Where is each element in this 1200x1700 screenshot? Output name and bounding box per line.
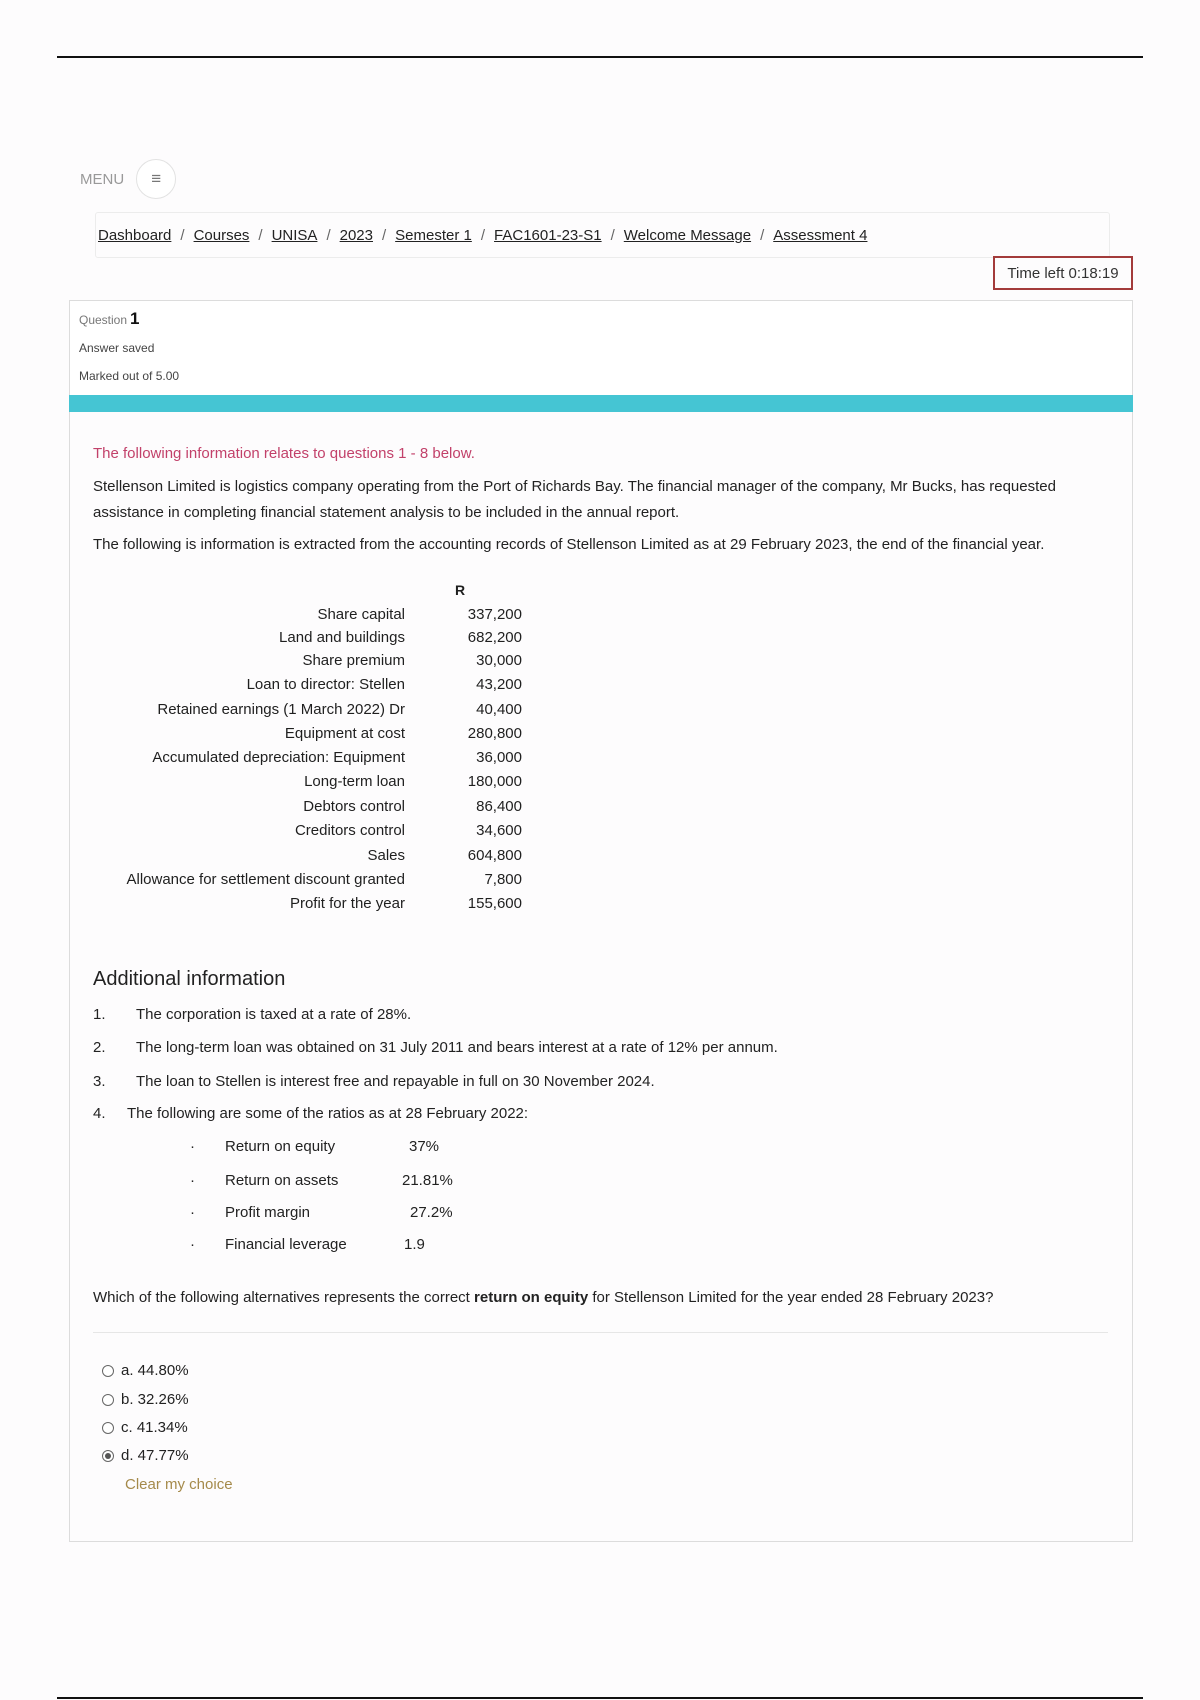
row-label: Creditors control <box>294 822 405 839</box>
row-label: Equipment at cost <box>284 725 405 742</box>
radio-c[interactable] <box>102 1422 114 1434</box>
row-value: 34,600 <box>476 822 522 839</box>
breadcrumb-semester[interactable]: Semester 1 <box>395 226 472 244</box>
breadcrumb-separator: / <box>480 226 486 244</box>
ratio-label: Return on equity <box>225 1138 336 1155</box>
row-value: 40,400 <box>476 701 522 718</box>
question-marks: Marked out of 5.00 <box>79 369 180 383</box>
breadcrumb-welcome[interactable]: Welcome Message <box>623 226 752 244</box>
question-text-after: for Stellenson Limited for the year ended 28 February 2023? <box>588 1289 994 1306</box>
question-state: Answer saved <box>79 341 155 355</box>
ratio-value: 27.2% <box>410 1204 453 1221</box>
row-label: Long-term loan <box>304 773 405 790</box>
time-left: Time left 0:18:19 <box>993 256 1133 290</box>
breadcrumb-course[interactable]: FAC1601-23-S1 <box>494 226 602 244</box>
breadcrumb-unisa[interactable]: UNISA <box>271 226 318 244</box>
list-item <box>93 1073 993 1090</box>
row-value: 155,600 <box>467 895 522 912</box>
bullet: · <box>190 1138 195 1155</box>
row-label: Share premium <box>302 652 405 669</box>
table-row <box>70 629 590 653</box>
table-row <box>70 773 590 797</box>
ratio-label: Financial leverage <box>225 1236 347 1253</box>
radio-a[interactable] <box>102 1365 114 1377</box>
item-number: 4. <box>93 1105 106 1122</box>
table-row <box>70 652 590 676</box>
breadcrumb-separator: / <box>760 226 765 244</box>
row-label: Profit for the year <box>289 895 405 912</box>
item-text: The following are some of the ratios as at 28 February 2022: <box>127 1105 529 1122</box>
row-label: Accumulated depreciation: Equipment <box>152 749 405 766</box>
ratio-value: 37% <box>409 1138 440 1155</box>
list-item <box>93 1039 993 1056</box>
breadcrumb-separator: / <box>258 226 263 244</box>
table-row <box>70 895 590 919</box>
option-b[interactable] <box>102 1391 189 1408</box>
row-value: 337,200 <box>467 606 522 623</box>
table-row <box>70 798 590 822</box>
breadcrumb-separator: / <box>326 226 331 244</box>
question-number <box>79 309 140 329</box>
menu-label: MENU <box>80 170 125 188</box>
row-label: Sales <box>367 847 405 864</box>
table-row <box>70 822 590 846</box>
top-rule <box>57 56 1143 58</box>
question-text-before: Which of the following alternatives represents the correct <box>93 1289 475 1306</box>
radio-b[interactable] <box>102 1394 114 1406</box>
table-row <box>70 871 590 895</box>
table-row <box>70 725 590 749</box>
bullet: · <box>190 1204 195 1221</box>
ratio-value: 1.9 <box>404 1236 425 1253</box>
currency-header: R <box>455 582 466 598</box>
breadcrumb-dashboard[interactable]: Dashboard <box>98 226 172 244</box>
company-description: Stellenson Limited is logistics company operating from the Port of Richards Bay. The financial manager of the company, Mr Bucks, has requested assistance in completing financial statement analysis to be included in the annual report. <box>93 478 1056 521</box>
table-row <box>70 749 590 773</box>
option-c[interactable] <box>102 1419 188 1436</box>
additional-info-title: Additional information <box>93 968 286 990</box>
intro-text: The following information relates to questions 1 - 8 below. <box>93 445 475 462</box>
records-description: The following is information is extracted from the accounting records of Stellenson Limited as at 29 February 2023, the end of the financial year. <box>93 536 1045 553</box>
breadcrumb-separator: / <box>610 226 615 244</box>
clear-choice-link[interactable]: Clear my choice <box>125 1476 233 1493</box>
row-value: 604,800 <box>467 847 522 864</box>
question-content <box>69 412 1133 1542</box>
item-text: The loan to Stellen is interest free and repayable in full on 30 November 2024. <box>136 1073 655 1090</box>
item-number: 3. <box>93 1073 106 1090</box>
item-number: 1. <box>93 1006 106 1023</box>
row-label: Loan to director: Stellen <box>246 676 405 693</box>
row-label: Debtors control <box>303 798 405 815</box>
table-row <box>70 701 590 725</box>
radio-d[interactable] <box>102 1450 114 1462</box>
option-b-label: b. 32.26% <box>121 1391 189 1408</box>
row-value: 180,000 <box>467 773 522 790</box>
item-text: The corporation is taxed at a rate of 28%. <box>136 1006 412 1023</box>
option-c-label: c. 41.34% <box>121 1419 188 1436</box>
row-value: 682,200 <box>467 629 522 646</box>
row-label: Allowance for settlement discount granted <box>126 871 405 888</box>
option-a-label: a. 44.80% <box>121 1362 189 1379</box>
question-prefix: Question <box>79 313 128 327</box>
item-text: The long-term loan was obtained on 31 July 2011 and bears interest at a rate of 12% per annum. <box>136 1039 778 1056</box>
list-item <box>93 1006 993 1023</box>
breadcrumb-assessment[interactable]: Assessment 4 <box>773 226 868 244</box>
row-value: 36,000 <box>476 749 522 766</box>
hamburger-icon[interactable]: ≡ <box>136 159 176 199</box>
table-row <box>70 606 590 630</box>
list-item <box>93 1105 993 1122</box>
bottom-rule <box>57 1697 1143 1699</box>
breadcrumb-separator: / <box>381 226 387 244</box>
bullet: · <box>190 1172 195 1189</box>
ratio-value: 21.81% <box>402 1172 453 1189</box>
row-value: 43,200 <box>476 676 522 693</box>
option-d[interactable] <box>102 1447 189 1464</box>
table-row <box>70 847 590 871</box>
row-value: 30,000 <box>476 652 522 669</box>
row-label: Retained earnings (1 March 2022) Dr <box>157 701 405 718</box>
breadcrumb-separator: / <box>180 226 185 244</box>
question-text <box>93 1289 993 1306</box>
row-label: Land and buildings <box>279 629 405 646</box>
ratio-label: Profit margin <box>225 1204 311 1221</box>
item-number: 2. <box>93 1039 106 1056</box>
bullet: · <box>190 1236 195 1253</box>
table-row <box>70 676 590 700</box>
ratio-label: Return on assets <box>225 1172 339 1189</box>
option-d-label: d. 47.77% <box>121 1447 189 1464</box>
question-info-panel <box>69 300 1133 396</box>
breadcrumb-courses[interactable]: Courses <box>193 226 250 244</box>
question-accent-bar <box>69 395 1133 412</box>
question-number-value: 1 <box>130 309 140 328</box>
row-value: 280,800 <box>467 725 522 742</box>
breadcrumb <box>95 212 1110 258</box>
question-text-bold: return on equity <box>474 1289 589 1306</box>
divider <box>93 1332 1108 1333</box>
breadcrumb-year[interactable]: 2023 <box>339 226 373 244</box>
option-a[interactable] <box>102 1362 189 1379</box>
menu[interactable] <box>80 159 176 199</box>
row-value: 7,800 <box>484 871 522 888</box>
row-value: 86,400 <box>476 798 522 815</box>
row-label: Share capital <box>317 606 405 623</box>
